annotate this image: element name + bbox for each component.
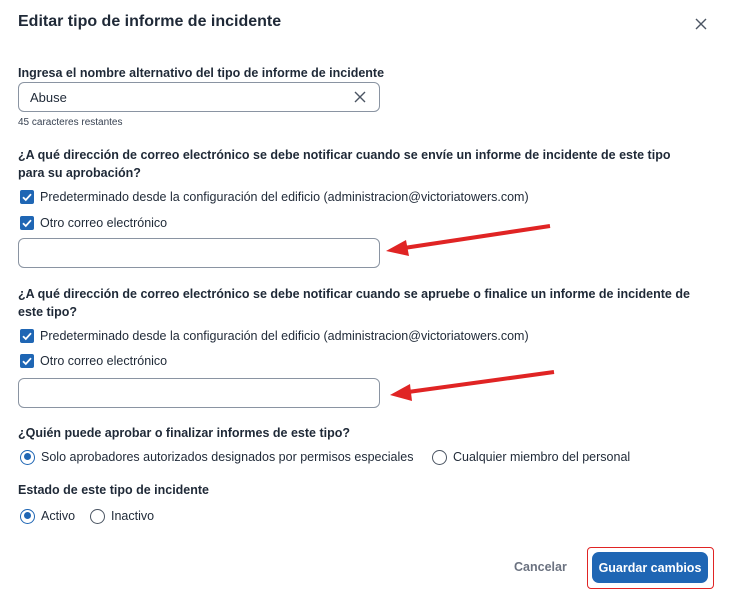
approve-other-checkbox[interactable]	[20, 354, 34, 368]
dialog-title: Editar tipo de informe de incidente	[18, 13, 282, 30]
annotation-arrow	[388, 366, 558, 402]
submit-notify-question: ¿A qué dirección de correo electrónico se debe notificar cuando se envíe un informe de incidente de este tipo para su aprobación?	[18, 148, 671, 180]
submit-default-checkbox[interactable]	[20, 190, 34, 204]
submit-default-label: Predeterminado desde la configuración del edificio (administracion@victoriatowers.com)	[40, 190, 529, 204]
approve-other-email-input[interactable]	[18, 378, 380, 408]
save-button-highlight	[587, 547, 714, 589]
submit-other-email-option[interactable]	[20, 214, 167, 232]
status-radio-inactive[interactable]	[90, 509, 105, 524]
approvers-option-authorized[interactable]	[20, 448, 413, 466]
name-field-label: Ingresa el nombre alternativo del tipo de informe de incidente	[18, 66, 385, 80]
approve-default-checkbox[interactable]	[20, 329, 34, 343]
submit-other-email-input[interactable]	[18, 238, 380, 268]
status-option-inactive[interactable]	[90, 507, 154, 525]
cancel-button[interactable]: Cancelar	[514, 560, 567, 574]
check-icon	[20, 354, 34, 368]
submit-other-checkbox[interactable]	[20, 216, 34, 230]
save-changes-button[interactable]: Guardar cambios	[592, 552, 708, 583]
status-option-inactive-label: Inactivo	[111, 509, 155, 523]
status-radio-active[interactable]	[20, 509, 35, 524]
approve-default-email-option[interactable]	[20, 327, 529, 345]
clear-icon[interactable]	[353, 90, 367, 104]
approvers-radio-any-staff[interactable]	[432, 450, 447, 465]
check-icon	[20, 190, 34, 204]
approve-other-label: Otro correo electrónico	[40, 354, 168, 368]
approvers-option-any-staff-label: Cualquier miembro del personal	[453, 450, 631, 464]
characters-remaining: 45 caracteres restantes	[18, 117, 123, 128]
status-question: Estado de este tipo de incidente	[18, 483, 210, 497]
check-icon	[20, 216, 34, 230]
close-icon[interactable]	[690, 13, 712, 35]
approve-other-email-option[interactable]	[20, 352, 167, 370]
check-icon	[20, 329, 34, 343]
annotation-arrow	[384, 220, 554, 256]
approvers-option-any-staff[interactable]	[432, 448, 630, 466]
alternative-name-value: Abuse	[30, 90, 67, 105]
approvers-option-authorized-label: Solo aprobadores autorizados designados por permisos especiales	[41, 450, 414, 464]
status-option-active-label: Activo	[41, 509, 76, 523]
approve-notify-question: ¿A qué dirección de correo electrónico se debe notificar cuando se apruebe o finalice un informe de incidente de este tipo?	[18, 287, 690, 319]
approve-default-label: Predeterminado desde la configuración del edificio (administracion@victoriatowers.com)	[40, 329, 529, 343]
status-option-active[interactable]	[20, 507, 75, 525]
approvers-question: ¿Quién puede aprobar o finalizar informes de este tipo?	[18, 426, 350, 440]
approvers-radio-authorized[interactable]	[20, 450, 35, 465]
alternative-name-input[interactable]	[18, 82, 380, 112]
submit-default-email-option[interactable]	[20, 188, 529, 206]
submit-other-label: Otro correo electrónico	[40, 216, 168, 230]
